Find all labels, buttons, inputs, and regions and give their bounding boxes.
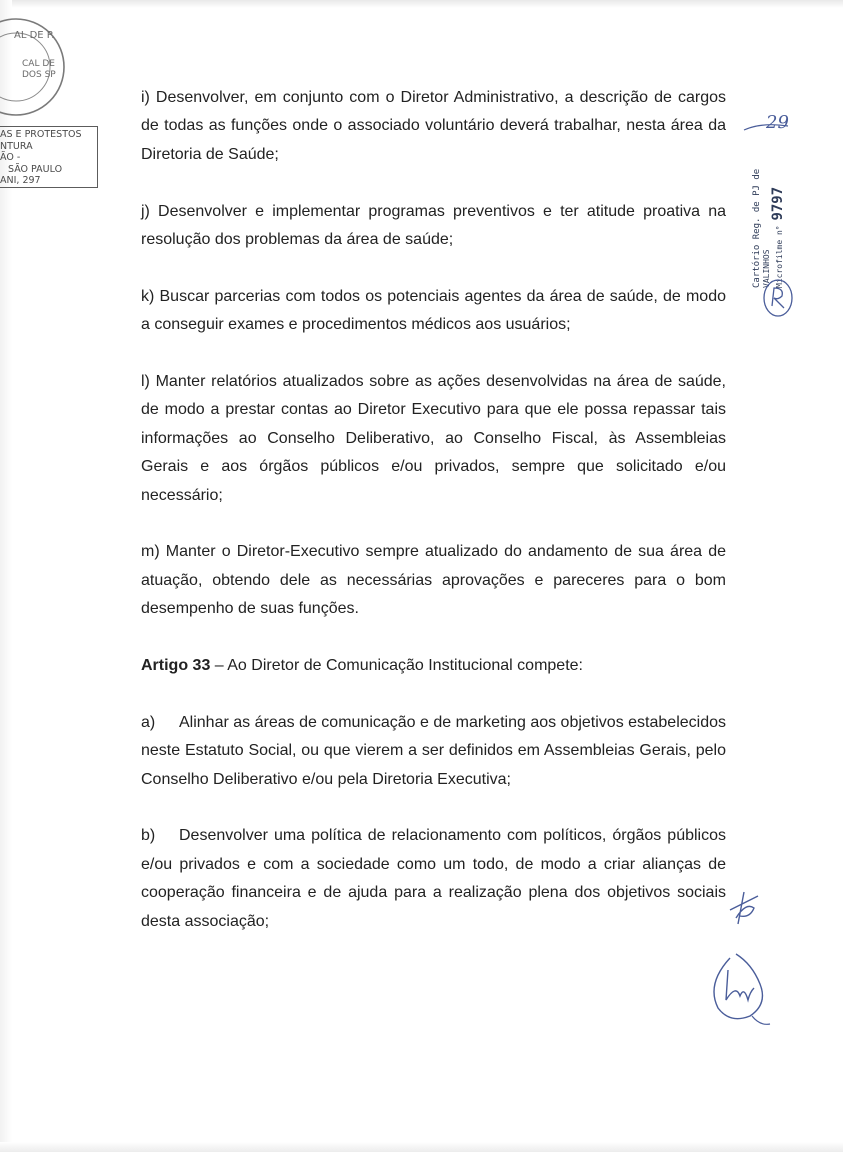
paragraph-l: l) Manter relatórios atualizados sobre as ações desenvolvidas na área de saúde, de modo a prestar contas ao Diretor Executivo para que ele possa repassar tais informações ao Conselho Deliberativo, ao Conselho Fiscal, às Assembleias Gerais e aos órgãos públicos e/ou privados, sempre que solicitado e/ou necessário; (141, 373, 726, 504)
article-text: – Ao Diretor de Comunicação Institucional compete: (210, 657, 583, 675)
stamp-line: SÃO PAULO (8, 163, 63, 175)
paragraph-m: m) Manter o Diretor-Executivo sempre atualizado do andamento de sua área de atuação, obtendo dele as necessárias aprovações e pareceres para o bom desempenho de suas funções. (141, 543, 726, 618)
registry-stamp-line-2: VALINHOS (762, 249, 771, 288)
article-title: Artigo 33 (141, 657, 211, 675)
paragraph-j: j) Desenvolver e implementar programas preventivos e ter atitude proativa na resolução dos problemas da área de saúde; (141, 202, 726, 249)
item-a (141, 709, 726, 794)
registry-stamp-line-1: Cartório Reg. de PJ de (752, 168, 762, 288)
page-edge-bottom (0, 1142, 843, 1152)
item-text: Desenvolver uma política de relacionamento com políticos, órgãos públicos e/ou privados e com a sociedade como um todo, de modo a criar alianças de cooperação financeira e de ajuda para a realização plena dos objetivos sociais desta associação; (141, 827, 726, 930)
notary-seal-icon (0, 14, 72, 120)
registry-stamp-line-3 (770, 187, 786, 288)
stamp-line: ÃO - (0, 152, 21, 163)
notary-stamp (0, 126, 98, 188)
page-number: 29 (766, 112, 789, 133)
handwritten-signature-icon (700, 888, 780, 1038)
item-label: a) (141, 713, 156, 731)
item-text: Alinhar as áreas de comunicação e de marketing aos objetivos estabelecidos neste Estatuto Social, ou que vierem a ser definidos em Assembleias Gerais, pelo Conselho Deliberativo e/ou pela Diretoria Executiva; (141, 713, 726, 788)
stamp-line: ANI, 297 (0, 175, 41, 186)
paragraph-k: k) Buscar parcerias com todos os potenciais agentes da área de saúde, de modo a conseguir exames e procedimentos médicos aos usuários; (141, 287, 726, 334)
page-number-underline-icon (742, 118, 792, 138)
item-b (141, 822, 726, 936)
seal-line-2: DOS SP (22, 70, 56, 80)
paragraph-i: i) Desenvolver, em conjunto com o Diretor Administrativo, a descrição de cargos de todas as funções onde o associado voluntário deverá trabalhar, nesta área da Diretoria de Saúde; (141, 89, 726, 163)
microfilm-number: 9797 (770, 186, 786, 221)
rubric-signature-icon (760, 276, 796, 320)
stamp-line: AS E PROTESTOS (0, 129, 82, 140)
microfilm-label: Microfilme n° (775, 225, 784, 288)
document-body (141, 84, 726, 964)
seal-text: AL DE P. (14, 30, 55, 41)
article-33-heading (141, 652, 726, 680)
stamp-line: NTURA (0, 140, 33, 152)
seal-line-1: CAL DE (22, 59, 55, 69)
item-label: b) (141, 827, 156, 845)
page-edge-top (0, 0, 843, 8)
